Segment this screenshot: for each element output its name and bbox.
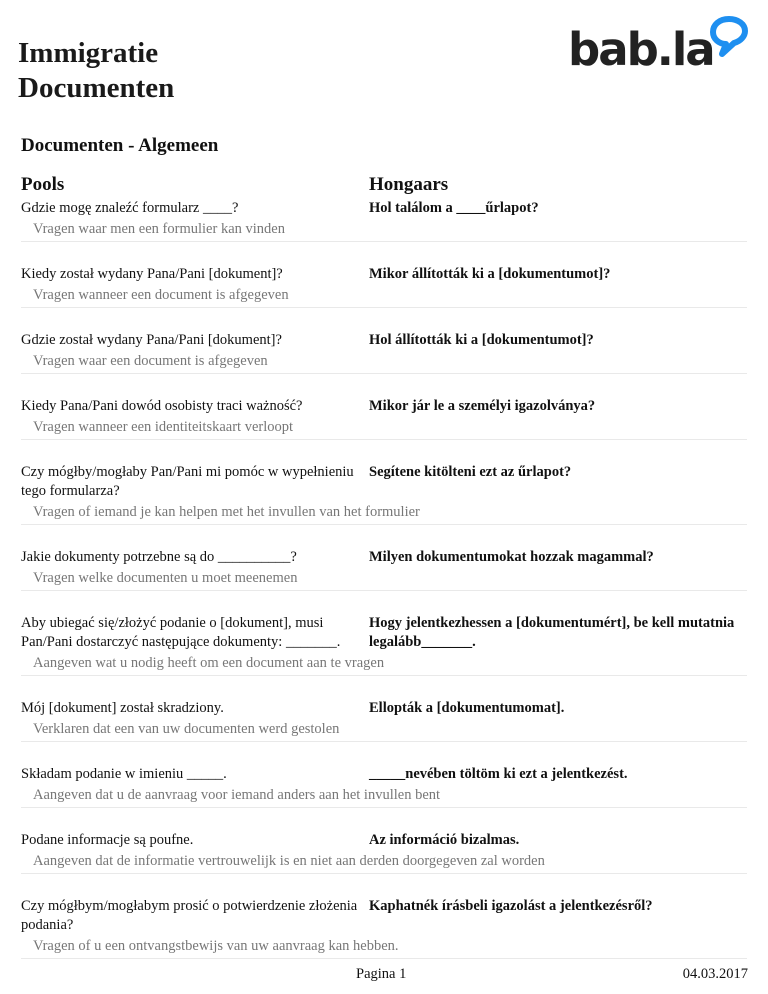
page-number: Pagina 1 (356, 966, 407, 982)
dutch-explanation: Vragen wanneer een identiteitskaart verloopt (33, 419, 294, 435)
phrase-row (21, 828, 747, 874)
section-title: Documenten - Algemeen (21, 135, 219, 156)
polish-phrase: Podane informacje są poufne. (21, 832, 194, 848)
phrase-row (21, 611, 747, 676)
phrase-row (21, 328, 747, 374)
dutch-explanation: Vragen wanneer een document is afgegeven (33, 287, 289, 303)
phrase-row (21, 196, 747, 242)
document-title: Immigratie Documenten (18, 37, 175, 104)
speech-bubble-icon (710, 16, 748, 60)
hungarian-phrase: Segítene kitölteni ezt az űrlapot? (369, 464, 572, 480)
polish-phrase: Czy mógłbym/mogłabym prosić o potwierdzenie złożenia podania? (21, 898, 358, 933)
bab-la-logo[interactable] (568, 16, 753, 78)
hungarian-phrase: Az információ bizalmas. (369, 832, 520, 848)
polish-phrase: Gdzie został wydany Pana/Pani [dokument]? (21, 332, 282, 348)
polish-phrase: Mój [dokument] został skradziony. (21, 700, 224, 716)
dutch-explanation: Vragen of u een ontvangstbewijs van uw aanvraag kan hebben. (33, 938, 399, 954)
phrase-row (21, 762, 747, 808)
hungarian-phrase: Kaphatnék írásbeli igazolást a jelentkezésről? (369, 898, 653, 914)
hungarian-phrase: Mikor állították ki a [dokumentumot]? (369, 266, 611, 282)
dutch-explanation: Aangeven dat u de aanvraag voor iemand anders aan het invullen bent (33, 787, 441, 803)
polish-phrase: Składam podanie w imieniu _____. (21, 766, 227, 782)
dutch-explanation: Vragen waar men een formulier kan vinden (33, 221, 285, 237)
phrase-row (21, 262, 747, 308)
hungarian-phrase: Hol állították ki a [dokumentumot]? (369, 332, 594, 348)
polish-phrase: Aby ubiegać się/złożyć podanie o [dokument], musi Pan/Pani dostarczyć następujące dokumenty: _______. (21, 615, 341, 650)
phrase-row (21, 696, 747, 742)
polish-phrase: Kiedy Pana/Pani dowód osobisty traci ważność? (21, 398, 303, 414)
phrase-row (21, 545, 747, 591)
phrase-row (21, 894, 747, 959)
polish-phrase: Jakie dokumenty potrzebne są do __________? (21, 549, 297, 565)
hungarian-phrase: Ellopták a [dokumentumomat]. (369, 700, 565, 716)
document-date: 04.03.2017 (682, 966, 748, 982)
dutch-explanation: Vragen waar een document is afgegeven (33, 353, 268, 369)
dutch-explanation: Aangeven wat u nodig heeft om een document aan te vragen (33, 655, 385, 671)
hungarian-phrase: Hogy jelentkezhessen a [dokumentumért], be kell mutatnia legalább_______. (369, 615, 735, 650)
phrase-row (21, 394, 747, 440)
phrase-row (21, 460, 747, 525)
dutch-explanation: Aangeven dat de informatie vertrouwelijk is en niet aan derden doorgegeven zal worden (33, 853, 545, 869)
dutch-explanation: Vragen of iemand je kan helpen met het invullen van het formulier (33, 504, 420, 520)
column-header-polish: Pools (21, 174, 65, 195)
polish-phrase: Gdzie mogę znaleźć formularz ____? (21, 200, 239, 216)
hungarian-phrase: _____nevében töltöm ki ezt a jelentkezést. (369, 766, 628, 782)
phrase-list (0, 196, 768, 979)
polish-phrase: Czy mógłby/mogłaby Pan/Pani mi pomóc w wypełnieniu tego formularza? (21, 464, 354, 499)
hungarian-phrase: Milyen dokumentumokat hozzak magammal? (369, 549, 654, 565)
logo-text: bab.la (568, 23, 714, 76)
column-header-hungarian: Hongaars (369, 174, 449, 195)
polish-phrase: Kiedy został wydany Pana/Pani [dokument]? (21, 266, 283, 282)
hungarian-phrase: Mikor jár le a személyi igazolványa? (369, 398, 596, 414)
hungarian-phrase: Hol találom a ____űrlapot? (369, 200, 539, 216)
dutch-explanation: Verklaren dat een van uw documenten werd gestolen (33, 721, 340, 737)
dutch-explanation: Vragen welke documenten u moet meenemen (33, 570, 298, 586)
